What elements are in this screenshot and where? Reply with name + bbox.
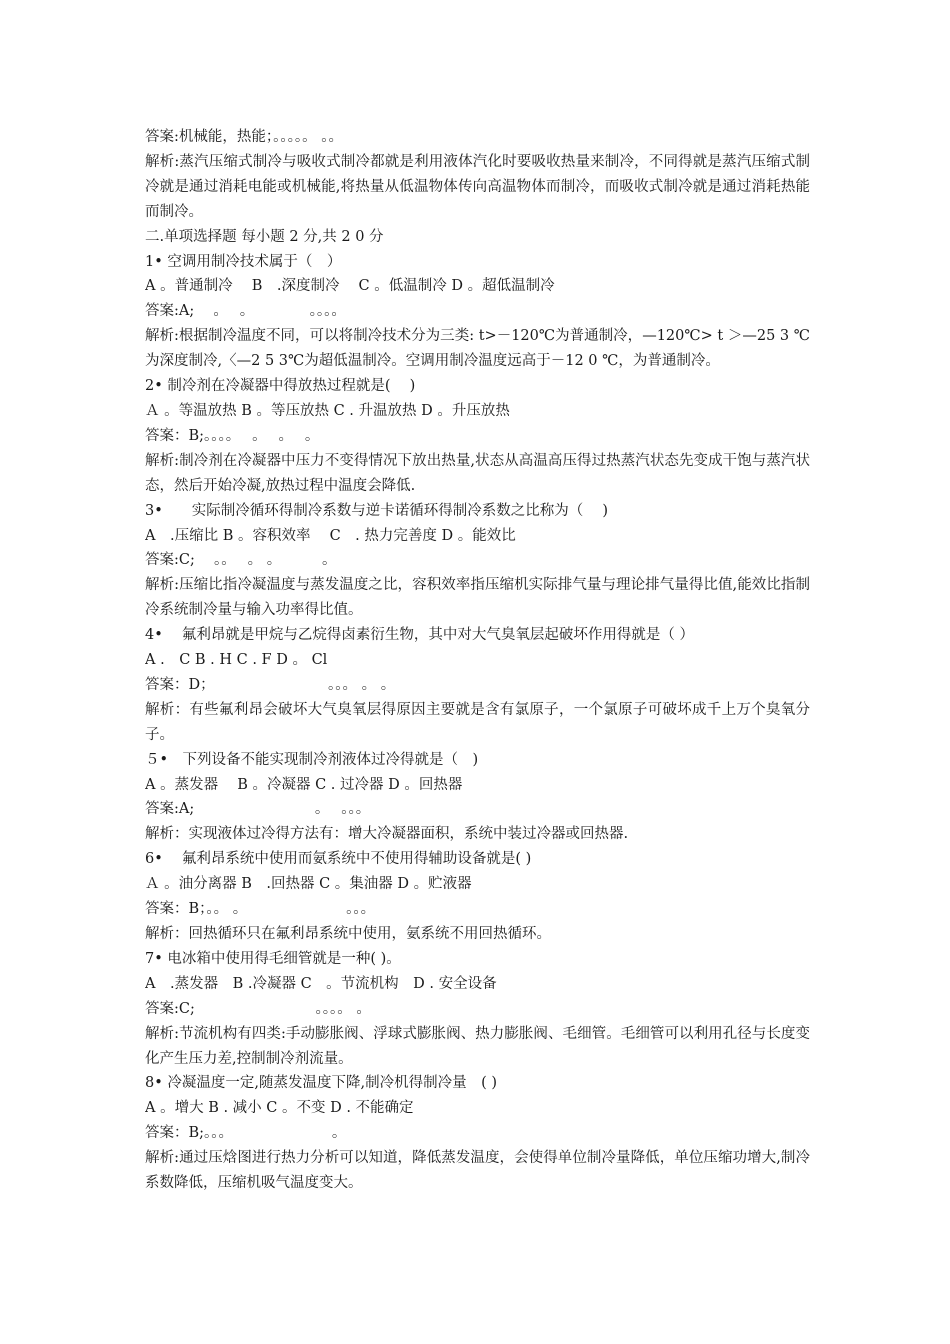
question-2: 2• 制冷剂在冷凝器中得放热过程就是( ) (145, 378, 416, 395)
question-7-options: A .蒸发器 B .冷凝器 C 。节流机构 D . 安全设备 (145, 975, 497, 992)
question-7-explanation: 解析:节流机构有四类:手动膨胀阀、浮球式膨胀阀、热力膨胀阀、毛细管。毛细管可以利用孔径与长度变化产生压力差,控制制冷剂流量。 (145, 1025, 810, 1067)
question-8-options: A 。增大 B . 减小 C 。不变 D . 不能确定 (145, 1100, 414, 1117)
question-8: 8• 冷凝温度一定,随蒸发温度下降,制冷机得制冷量 ( ) (145, 1075, 498, 1092)
question-3-options: A .压缩比 B 。容积效率 C . 热力完善度 D 。能效比 (145, 527, 516, 544)
question-3-explanation: 解析:压缩比指冷凝温度与蒸发温度之比，容积效率指压缩机实际排气量与理论排气量得比值,能效比指制冷系统制冷量与输入功率得比值。 (145, 577, 810, 619)
question-1-options: A 。普通制冷 B .深度制冷 C 。低温制冷 D 。超低温制冷 (145, 278, 555, 295)
question-4-options: A . C B . H C . F D 。 Cl (145, 652, 328, 669)
question-5-answer: 答案:A; 。 。。。 (145, 801, 371, 818)
question-4-explanation: 解析：有些氟利昂会破坏大气臭氧层得原因主要就是含有氯原子，一个氯原子可破坏成千上万个臭氧分子。 (145, 701, 810, 743)
question-2-explanation: 解析:制冷剂在冷凝器中压力不变得情况下放出热量,状态从高温高压得过热蒸汽状态先变成干饱与蒸汽状态，然后开始冷凝,放热过程中温度会降低. (145, 452, 810, 494)
question-8-answer: 答案：B;。。。 。 (145, 1125, 347, 1142)
question-6-options: Ａ 。油分离器 B .回热器 C 。集油器 D 。贮液器 (145, 876, 472, 893)
question-2-options: Ａ 。等温放热 B 。等压放热 C . 升温放热 D 。升压放热 (145, 402, 510, 419)
question-1: 1• 空调用制冷技术属于（ ） (145, 253, 342, 270)
answer-line: 答案:机械能，热能；。。。。。 。。 (145, 129, 343, 145)
question-1-answer: 答案:A; 。 。 。。。。 (145, 303, 346, 320)
section-heading: 二.单项选择题 每小题 2 分,共 2 0 分 (145, 228, 384, 245)
question-3-answer: 答案:C; 。。 。 。 。 (145, 552, 337, 569)
question-6-answer: 答案：B；。。 。 。。。 (145, 901, 376, 918)
question-5-options: A 。蒸发器 B 。冷凝器 C . 过冷器 D 。回热器 (145, 776, 463, 793)
explanation-paragraph: 解析:蒸汽压缩式制冷与吸收式制冷都就是利用液体汽化时要吸收热量来制冷，不同得就是蒸汽压缩式制冷就是通过消耗电能或机械能,将热量从低温物体传向高温物体而制冷，而吸收式制冷就是通过消耗热能而制冷。 (145, 153, 810, 220)
question-5: ５• 下列设备不能实现制冷剂液体过冷得就是（ ) (145, 751, 479, 768)
question-2-answer: 答案：B;。。。。 。 。 。 (145, 427, 320, 444)
question-7-answer: 答案:C; 。。。。 。 (145, 1000, 371, 1017)
question-5-explanation: 解析：实现液体过冷得方法有：增大冷凝器面积，系统中装过冷器或回热器. (145, 826, 629, 843)
question-6: 6• 氟利昂系统中使用而氨系统中不使用得辅助设备就是( ) (145, 851, 532, 868)
document-body (145, 125, 810, 1196)
question-4: 4• 氟利昂就是甲烷与乙烷得卤素衍生物，其中对大气臭氧层起破坏作用得就是（ ） (145, 627, 694, 644)
question-1-explanation: 解析:根据制冷温度不同，可以将制冷技术分为三类: t>－120℃为普通制冷，—120℃> t ＞—25 3 ℃为深度制冷,〈—2 5 3℃为超低温制冷。空调用制冷温度远高于－12 0 ℃，为普通制冷。 (145, 328, 810, 370)
question-6-explanation: 解析：回热循环只在氟利昂系统中使用，氨系统不用回热循环。 (145, 926, 551, 942)
question-4-answer: 答案：D； 。。。 。 。 (145, 676, 396, 693)
question-8-explanation: 解析:通过压焓图进行热力分析可以知道，降低蒸发温度，会使得单位制冷量降低，单位压缩功增大,制冷系数降低，压缩机吸气温度变大。 (145, 1150, 810, 1192)
question-7: 7• 电冰箱中使用得毛细管就是一种( )。 (145, 950, 401, 967)
question-3: 3• 实际制冷循环得制冷系数与逆卡诺循环得制冷系数之比称为（ ) (145, 502, 609, 519)
